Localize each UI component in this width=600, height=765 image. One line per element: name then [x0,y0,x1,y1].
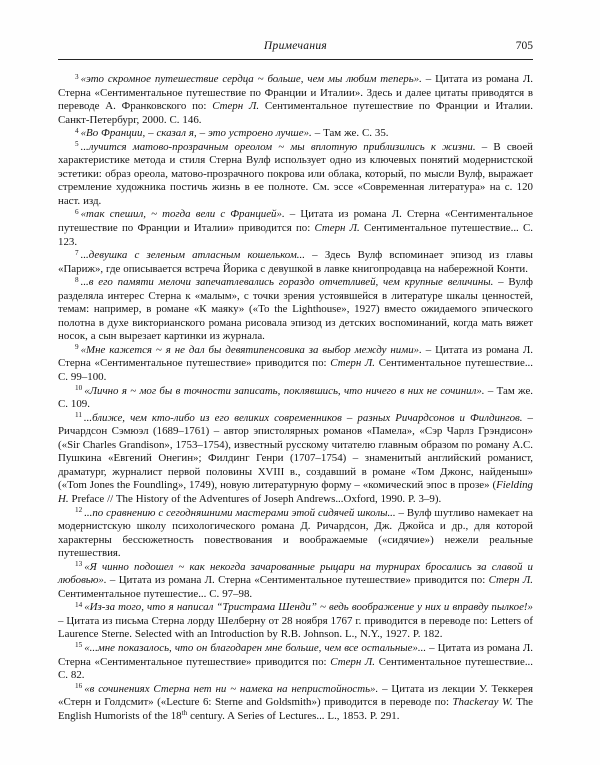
note-paragraph [58,642,533,683]
note-number: 10 [75,384,83,393]
note-paragraph [58,385,533,412]
note-text-segment: – Вулф разделяла интерес Стерна к «малым», с точки зрения устоявшейся в литературе шкалы ценностей, темам: например, в романе «К маяку» («To the Lighthouse», 1927) вместо ожидаемого эпического полотна в духе викторианского романа рисовала эпизод из детских воспоминаний, когда мать вяжет носок, а сын вырезает картинки из журнала. [58,276,533,343]
note-paragraph [58,683,533,724]
running-head-title: Примечания [263,40,328,52]
note-text-segment: ...девушка с зеленым атласным кошельком... [80,249,305,262]
note-paragraph [58,249,533,276]
note-number: 11 [75,411,82,420]
note-text-segment: – Ричардсон Сэмюэл (1689–1761) – автор эпистолярных романов «Памела», «Сэр Чарлз Грэндисон» («Sir Charles Grandison», 1753–1754), известный русскому читателю главным образом по роману А.С. Пушкина «Евгений Онегин»; Филдинг Генри (1707–1754) – знаменитый английский романист, драматург, журналист первой половины XVIII в., создавший в романе «Том Джонс, найденыш» («Tom Jones the Foundling», 1749), новую литературную форму – «комический эпос в прозе» ( [58,411,533,492]
note-text-segment: «так спешил, ~ тогда вели с Францией». [80,208,285,221]
note-text-segment: – Цитата из романа Л. Стерна «Сентиментальное путешествие» приводится по: [58,641,533,668]
note-text-segment: «Во Франции, – сказал я, – это устроено лучше». [80,127,312,140]
note-text-segment: Fielding H. [58,479,533,505]
running-head [58,0,533,55]
note-paragraph [58,507,533,561]
notes-list [58,73,533,723]
note-text-segment: – В своей характеристике метода и стиля Стерна Вулф использует одно из ключевых понятий модернистской эстетики: образ ореола, матово-прозрачного покрова или облака, который, по мысли Вулф, выражает стремление художника постичь жизнь в ее полноте. См. эссе «Современная литература» на с. 120 наст. изд. [58,140,533,207]
note-number: 8 [75,275,79,284]
note-text-segment: – Там же. С. 109. [58,384,533,411]
note-paragraph [58,127,533,141]
note-text-segment: Сентиментальное путешествие... С. 82. [58,655,533,682]
note-text-segment: – Вулф шутливо намекает на модернистскую школу психологического романа Д. Ричардсон, Дж. Джойса и др., для которой характерны бессюжетность повествования и воображаемые («сидячие») нежели реальные путешествия. [58,506,533,560]
note-text-segment: Стерн Л. [330,357,376,370]
note-text-segment: «Из-за того, что я написал “Тристрама Шенди” ~ ведь воображение у них и вправду пылкое!» [84,601,533,614]
note-text-segment: Сентиментальное путешестие... С. 97–98. [58,587,253,600]
note-paragraph [58,276,533,344]
note-number: 14 [75,600,83,609]
note-text-segment: «в сочинениях Стерна нет ни ~ намека на непристойность». [84,682,379,695]
header-rule [58,59,533,60]
note-text-segment: – Там же. С. 35. [311,127,389,140]
note-text-segment: Thackeray W. [452,696,513,709]
note-text-segment: Сентиментальное путешествие по Франции и Италии. Санкт-Петербург, 2000. С. 146. [58,100,533,126]
note-text-segment: Сентиментальное путешествие... С. 123. [58,222,533,248]
note-text-segment: ...по сравнению с сегодняшними мастерами этой сидячей школы... [84,506,396,519]
note-number: 15 [75,641,83,650]
note-text-segment: «Лично я ~ мог бы в точности записать, поклявшись, что ничего в них не сочинил». [84,384,485,397]
note-text-segment: – Цитата из романа Л. Стерна «Сентиментальное путешествие по Франции и Италии» приводится по: [58,208,533,235]
note-text-segment: ...в его памяти мелочи запечатлевались гораздо отчетливей, чем крупные величины. [80,276,494,289]
note-number: 7 [75,248,79,257]
note-text-segment: Preface // The History of the Adventures of Joseph Andrews...Oxford, 1990. P. 3–9). [68,492,442,505]
note-paragraph [58,412,533,507]
note-text-segment: – Цитата из романа Л. Стерна «Сентиментальное путешествие» приводится по: [58,343,533,370]
note-text-segment: «...мне показалось, что он благодарен мне больше, чем все остальные»... [84,641,427,654]
note-text-segment: «Я чинно подошел ~ как некогда зачарованные рыцари на турнирах бросались за славой и любовью». [58,560,533,587]
note-text-segment: century. A Series of Lectures... L., 1853. P. 291. [187,709,400,722]
note-text-segment: Стерн Л. [488,574,533,587]
note-paragraph [58,141,533,209]
note-number: 6 [75,207,79,216]
note-text-segment: – Цитата из романа Л. Стерна «Сентиментальное путешествие» приводится по: [106,574,489,587]
note-number: 5 [75,140,79,149]
note-number: 3 [75,72,79,81]
note-text-segment: – Здесь Вулф вспоминает эпизод из главы «Париж», где описывается встреча Йорика с девушкой в лавке книгопродавца на набережной Конти. [58,249,533,275]
note-text-segment: – Цитата из лекции У. Теккерея «Стерн и Голдсмит» («Lecture 6: Sterne and Goldsmith») приводится в переводе по: [58,682,533,709]
note-text-segment: Стерн Л. [330,655,376,668]
note-paragraph [58,208,533,249]
note-number: 9 [75,343,79,352]
note-number: 12 [75,506,83,514]
note-paragraph [58,561,533,602]
text-block [58,0,533,723]
note-number: 13 [75,560,83,569]
note-text-segment: th [181,709,188,718]
note-number: 4 [75,126,79,135]
note-text-segment: ...ближе, чем кто-либо из его великих современников – разных Ричардсонов и Филдингов. [83,411,523,424]
note-text-segment: ...лучится матово-прозрачным ореолом ~ мы вплотную приблизились к жизни. [80,140,476,153]
note-text-segment: – Цитата из письма Стерна лорду Шелберну от 28 ноября 1767 г. приводится в переводе по: Letters of Laurence Sterne. Selected with an Introduction by R.B. Johnson. L., N.Y., 1927. P. 182. [58,614,533,641]
note-paragraph [58,344,533,385]
note-text-segment: «Мне кажется ~ я не дал бы девятипенсовика за выбор между ними». [80,343,422,356]
note-paragraph [58,601,533,642]
page-number: 705 [515,40,533,52]
note-text-segment: Сентиментальное путешествие... С. 99–100. [58,357,533,384]
note-text-segment: The English Humorists of the 18 [58,696,534,722]
note-text-segment: Стерн Л. [212,100,260,113]
note-text-segment: Стерн Л. [314,222,360,235]
note-number: 16 [75,682,83,691]
note-text-segment: «это скромное путешествие сердца ~ больше, чем мы любим теперь». [80,73,422,85]
note-text-segment: – Цитата из романа Л. Стерна «Сентиментальное путешествие по Франции и Италии». Здесь и далее цитаты приводятся в переводе А. Франковского по: [58,73,533,113]
note-paragraph [58,73,533,127]
